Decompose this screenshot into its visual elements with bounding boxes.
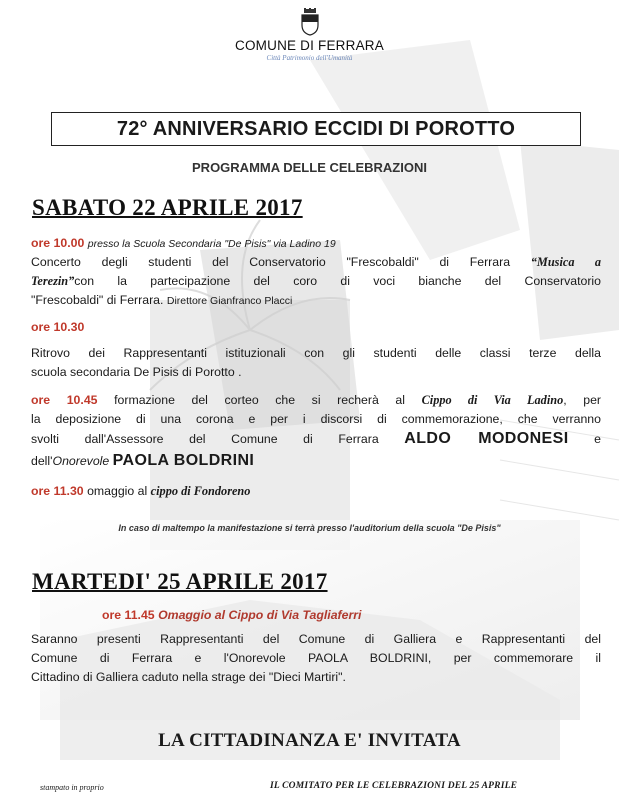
comune-subtitle: Città Patrimonio dell'Umanità: [266, 54, 353, 62]
ore-1145-line: [102, 606, 582, 625]
martedi-line-1: Saranno presenti Rappresentanti del Comune di Galliera e Rappresentanti del: [31, 632, 601, 646]
maltempo-note: In caso di maltempo la manifestazione si terrà presso l'auditorium della scuola "De Pisis": [118, 523, 501, 533]
ore-1145-time: ore 11.45: [102, 608, 155, 622]
footer-left: stampato in proprio: [40, 783, 104, 792]
ritrovo-line-1: Ritrovo dei Rappresentanti istituzionali con gli studenti delle classi terze della: [31, 346, 601, 360]
ore-1030-line: [31, 318, 601, 337]
concerto-text-b: con la partecipazione del coro di voci bianche del Conservatorio: [74, 274, 601, 288]
boldrini-name: PAOLA BOLDRINI: [112, 452, 255, 469]
concerto-title-2: Terezin”: [31, 274, 75, 288]
programma-heading: PROGRAMMA DELLE CELEBRAZIONI: [192, 160, 427, 175]
ore-1030-time: ore 10.30: [31, 320, 85, 334]
omaggio-text: omaggio al: [87, 484, 148, 498]
corteo-text-1a: formazione del corteo che si recherà al: [114, 393, 405, 407]
ritrovo-line-2: scuola secondaria De Pisis di Porotto .: [31, 365, 242, 379]
ore-1000-line: [31, 234, 601, 254]
direttore-text: Direttore Gianfranco Placci: [166, 295, 293, 307]
corteo-line-2: la deposizione di una corona e per i discorsi di commemorazione, che verranno: [31, 412, 601, 426]
ore-1045-time: ore 10.45: [31, 393, 98, 407]
martedi-line-2: Comune di Ferrara e l'Onorevole PAOLA BOLDRINI, per commemorare il: [31, 651, 601, 665]
omaggio-tagliaferri: Omaggio al Cippo di Via Tagliaferri: [158, 608, 362, 622]
footer-right: IL COMITATO PER LE CELEBRAZIONI DEL 25 APRILE: [270, 781, 518, 791]
ore-1130-line: [31, 482, 601, 501]
concerto-line-2: [31, 272, 601, 291]
sabato-heading: SABATO 22 APRILE 2017: [32, 195, 303, 220]
onorevole-text: Onorevole: [52, 454, 110, 468]
page-title: 72° ANNIVERSARIO ECCIDI DI POROTTO: [51, 112, 581, 146]
corteo-text-4a: dell': [31, 454, 53, 468]
coat-of-arms-icon: [299, 8, 321, 36]
corteo-line-3: [31, 429, 601, 449]
corteo-text-3b: e: [594, 432, 602, 446]
cippo-ladino: Cippo di Via Ladino: [421, 393, 564, 407]
header: [0, 8, 619, 62]
assessore-name: ALDO MODONESI: [404, 430, 569, 447]
corteo-text-3a: svolti dall'Assessore del Comune di Ferrara: [31, 432, 379, 446]
corteo-text-1c: , per: [563, 393, 602, 407]
martedi-line-3: Cittadino di Galliera caduto nella strage dei "Dieci Martiri".: [31, 670, 346, 684]
concerto-line-3: [31, 291, 601, 311]
comune-name: COMUNE DI FERRARA: [235, 38, 384, 53]
martedi-heading: MARTEDI' 25 APRILE 2017: [32, 569, 328, 594]
ore-1000-time: ore 10.00: [31, 236, 85, 250]
ore-1130-time: ore 11.30: [31, 484, 84, 498]
concerto-text-c: "Frescobaldi" di Ferrara.: [31, 293, 164, 307]
concerto-title-1: “Musica a: [530, 255, 602, 269]
corteo-line-4: [31, 451, 601, 471]
corteo-line-1: [31, 391, 601, 410]
concerto-text-a: Concerto degli studenti del Conservatorio "Frescobaldi" di Ferrara: [31, 255, 511, 269]
invito-heading: LA CITTADINANZA E' INVITATA: [158, 730, 461, 751]
concerto-line-1: [31, 253, 601, 272]
ore-1000-place: presso la Scuola Secondaria "De Pisis" via Ladino 19: [87, 238, 336, 250]
cippo-fondoreno: cippo di Fondoreno: [150, 484, 251, 498]
